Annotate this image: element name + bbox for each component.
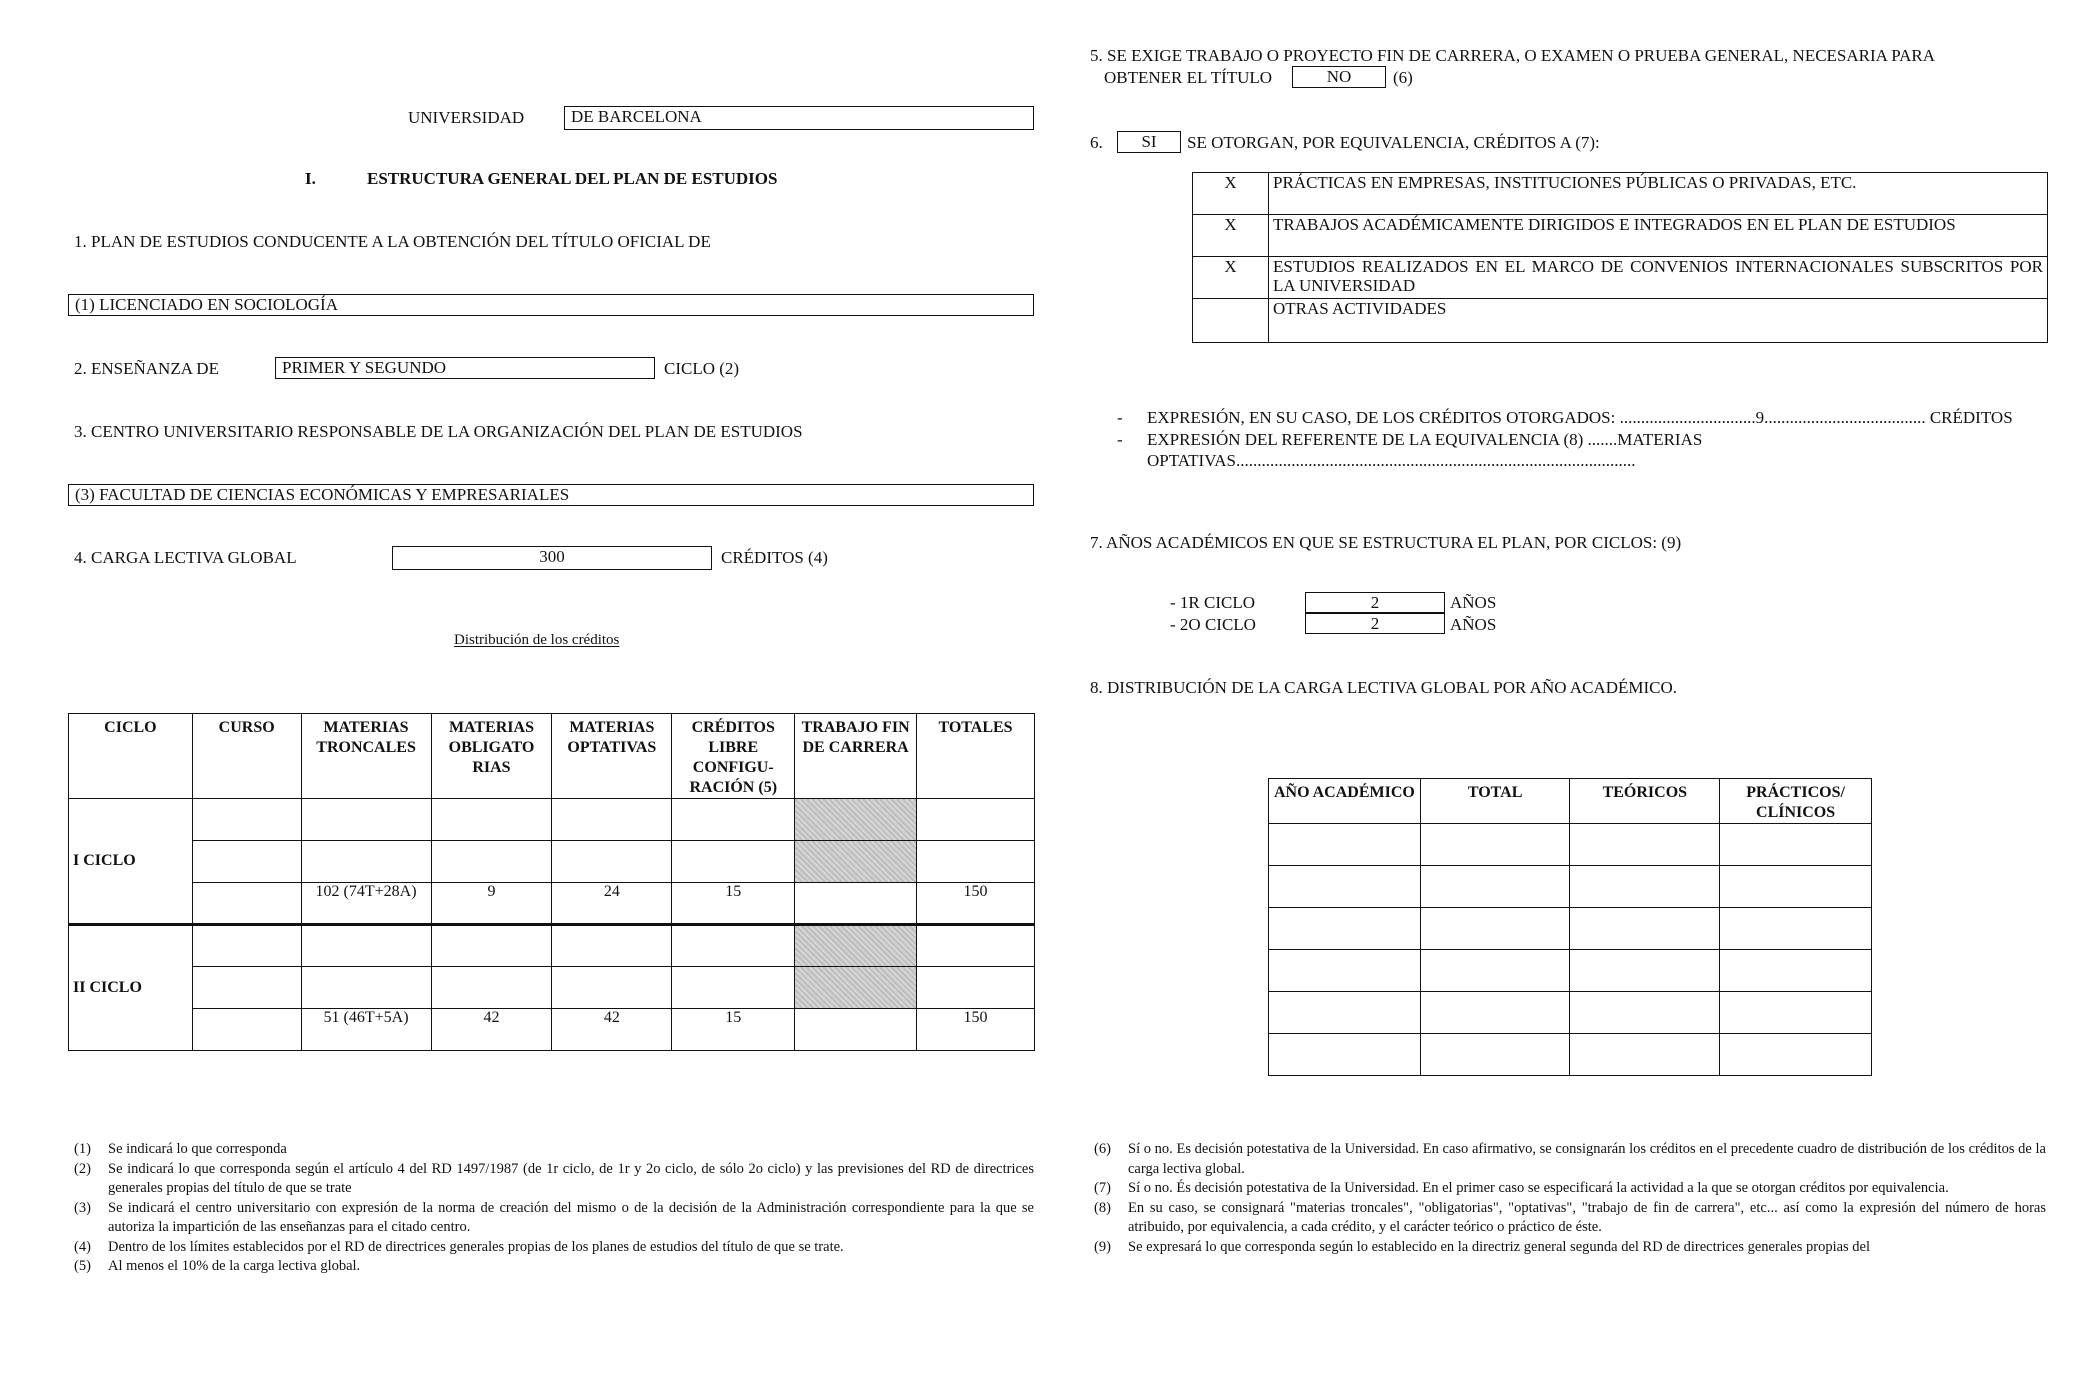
item2-suffix: CICLO (2) bbox=[664, 359, 740, 378]
table-row bbox=[1269, 1034, 1872, 1076]
cell-value: 150 bbox=[917, 883, 1035, 925]
degree-field: (1) LICENCIADO EN SOCIOLOGÍA bbox=[68, 294, 1034, 316]
shaded-cell bbox=[795, 967, 917, 1009]
table-row bbox=[1269, 950, 1872, 992]
footnote bbox=[1094, 1179, 2046, 1199]
footnote bbox=[74, 1199, 1034, 1238]
item6-label: SE OTORGAN, POR EQUIVALENCIA, CRÉDITOS A (7): bbox=[1187, 133, 1600, 152]
footnote-text: Se indicará el centro universitario con expresión de la norma de creación del mismo o de la decisión de la Administración correspondiente para la que se autoriza la impartición de las enseñanzas para el citado centro. bbox=[108, 1199, 1034, 1235]
check-mark bbox=[1193, 299, 1269, 343]
equivalence-table bbox=[1192, 172, 2048, 343]
item7-label: 7. AÑOS ACADÉMICOS EN QUE SE ESTRUCTURA EL PLAN, POR CICLOS: (9) bbox=[1090, 533, 1682, 552]
header-libre-configuracion: CRÉDITOS LIBRE CONFIGU- RACIÓN (5) bbox=[672, 714, 795, 799]
cycle-field: PRIMER Y SEGUNDO bbox=[275, 357, 655, 379]
faculty-field: (3) FACULTAD DE CIENCIAS ECONÓMICAS Y EMPRESARIALES bbox=[68, 484, 1034, 506]
footnote-text: Al menos el 10% de la carga lectiva global. bbox=[108, 1258, 361, 1274]
check-mark: X bbox=[1193, 173, 1269, 215]
cycle1-years-field: 2 bbox=[1305, 592, 1445, 613]
distribution-title-text: Distribución de los créditos bbox=[454, 632, 620, 648]
table-row bbox=[1193, 173, 2048, 215]
footnote bbox=[1094, 1140, 2046, 1179]
credits-expression: EXPRESIÓN, EN SU CASO, DE LOS CRÉDITOS OTORGADOS: ................................9...................................... CRÉDITOS bbox=[1147, 408, 2013, 427]
footnote-num: (3) bbox=[74, 1199, 91, 1216]
item3-label: 3. CENTRO UNIVERSITARIO RESPONSABLE DE LA ORGANIZACIÓN DEL PLAN DE ESTUDIOS bbox=[74, 422, 803, 441]
shaded-cell bbox=[795, 799, 917, 841]
cycle2-years-field: 2 bbox=[1305, 613, 1445, 634]
table-row bbox=[1193, 215, 2048, 257]
item5-line1: 5. SE EXIGE TRABAJO O PROYECTO FIN DE CARRERA, O EXAMEN O PRUEBA GENERAL, NECESARIA PARA bbox=[1090, 46, 1936, 65]
table-row bbox=[69, 967, 1035, 1009]
header-ano-academico: AÑO ACADÉMICO bbox=[1269, 779, 1421, 824]
footnote-num: (5) bbox=[74, 1258, 91, 1274]
table-row bbox=[1193, 299, 2048, 343]
section-title: ESTRUCTURA GENERAL DEL PLAN DE ESTUDIOS bbox=[367, 169, 778, 188]
equivalence-item: PRÁCTICAS EN EMPRESAS, INSTITUCIONES PÚBLICAS O PRIVADAS, ETC. bbox=[1269, 173, 2048, 215]
dash: - bbox=[1117, 408, 1123, 427]
equivalence-field: SI bbox=[1117, 131, 1181, 153]
footnote-num: (2) bbox=[74, 1160, 91, 1177]
footnote-num: (1) bbox=[74, 1141, 91, 1157]
equivalence-item: ESTUDIOS REALIZADOS EN EL MARCO DE CONVENIOS INTERNACIONALES SUBSCRITOS POR LA UNIVERSIDAD bbox=[1269, 257, 2048, 299]
header-ciclo: CICLO bbox=[69, 714, 193, 799]
item1-label: 1. PLAN DE ESTUDIOS CONDUCENTE A LA OBTENCIÓN DEL TÍTULO OFICIAL DE bbox=[74, 232, 711, 251]
cell-value: 102 (74T+28A) bbox=[301, 883, 431, 925]
header-trabajo-fin-carrera: TRABAJO FIN DE CARRERA bbox=[795, 714, 917, 799]
table-row bbox=[1269, 992, 1872, 1034]
cell-value: 42 bbox=[552, 1009, 672, 1051]
header-optativas: MATERIAS OPTATIVAS bbox=[552, 714, 672, 799]
cycle2-years-label: - 2O CICLO bbox=[1170, 615, 1256, 634]
table-row bbox=[1269, 866, 1872, 908]
credits-distribution-table bbox=[68, 713, 1035, 1051]
footnote-text: En su caso, se consignará "materias troncales", "obligatorias", "optativas", "trabajo de fin de carrera", etc... así como la expresión del número de horas atribuido, por equivalencia, a cada crédito, y el carácter teórico o práctico de éste. bbox=[1128, 1199, 2046, 1235]
cell-value: 24 bbox=[552, 883, 672, 925]
section-number: I. bbox=[305, 169, 316, 188]
footnote-text: Se indicará lo que corresponda según el artículo 4 del RD 1497/1987 (de 1r ciclo, de 1r y 2o ciclo, de sólo 2o ciclo) y las previsiones del RD de directrices generales propias del título de que se trate bbox=[108, 1160, 1034, 1196]
footnote bbox=[1094, 1199, 2046, 1238]
item2-label: 2. ENSEÑANZA DE bbox=[74, 359, 219, 378]
table-row bbox=[1193, 257, 2048, 299]
header-troncales: MATERIAS TRONCALES bbox=[301, 714, 431, 799]
credits-field: 300 bbox=[392, 546, 712, 570]
cycle1-label: I CICLO bbox=[69, 799, 193, 925]
distribution-title bbox=[454, 632, 619, 649]
header-practicos: PRÁCTICOS/ CLÍNICOS bbox=[1720, 779, 1872, 824]
item4-suffix: CRÉDITOS (4) bbox=[721, 548, 828, 567]
dash: - bbox=[1117, 430, 1123, 449]
header-teoricos: TEÓRICOS bbox=[1570, 779, 1720, 824]
cell-value bbox=[795, 883, 917, 925]
item6-prefix: 6. bbox=[1090, 133, 1103, 152]
footnote bbox=[74, 1257, 1034, 1277]
footnote-text: Se expresará lo que corresponda según lo establecido en la directriz general segunda del RD de directrices generales propias del bbox=[1128, 1238, 1871, 1255]
table-row bbox=[69, 799, 1035, 841]
table-row bbox=[69, 841, 1035, 883]
table-row bbox=[69, 1009, 1035, 1051]
left-footnotes bbox=[74, 1140, 1034, 1277]
equivalence-item: OTRAS ACTIVIDADES bbox=[1269, 299, 2048, 343]
header-totales: TOTALES bbox=[917, 714, 1035, 799]
equivalence-reference-cont: OPTATIVAS.............................................................................................. bbox=[1147, 451, 1636, 470]
table-row bbox=[1269, 824, 1872, 866]
academic-year-table bbox=[1268, 778, 1872, 1076]
equivalence-reference: EXPRESIÓN DEL REFERENTE DE LA EQUIVALENCIA (8) .......MATERIAS bbox=[1147, 430, 1703, 449]
header-obligatorias: MATERIAS OBLIGATO RIAS bbox=[431, 714, 552, 799]
cell-value: 42 bbox=[431, 1009, 552, 1051]
shaded-cell bbox=[795, 925, 917, 967]
cycle1-years-label: - 1R CICLO bbox=[1170, 593, 1255, 612]
footnote-num: (6) bbox=[1094, 1141, 1111, 1157]
cell-value: 15 bbox=[672, 883, 795, 925]
footnote-num: (4) bbox=[74, 1238, 91, 1255]
cell-value: 51 (46T+5A) bbox=[301, 1009, 431, 1051]
item4-label: 4. CARGA LECTIVA GLOBAL bbox=[74, 548, 297, 567]
cell-value: 150 bbox=[917, 1009, 1035, 1051]
university-field: DE BARCELONA bbox=[564, 106, 1034, 130]
footnote-num: (9) bbox=[1094, 1238, 1111, 1255]
years-unit: AÑOS bbox=[1450, 593, 1497, 612]
table-row bbox=[69, 925, 1035, 967]
footnote-text: Se indicará lo que corresponda bbox=[108, 1141, 287, 1157]
header-curso: CURSO bbox=[192, 714, 301, 799]
cell-value: 9 bbox=[431, 883, 552, 925]
table-row bbox=[69, 883, 1035, 925]
footnote-num: (7) bbox=[1094, 1180, 1111, 1196]
right-footnotes bbox=[1094, 1140, 2046, 1257]
footnote bbox=[74, 1238, 1034, 1258]
footnote-text: Dentro de los límites establecidos por el RD de directrices generales propias de los planes de estudios del título de que se trate. bbox=[108, 1238, 844, 1255]
item8-label: 8. DISTRIBUCIÓN DE LA CARGA LECTIVA GLOBAL POR AÑO ACADÉMICO. bbox=[1090, 678, 1678, 697]
shaded-cell bbox=[795, 841, 917, 883]
cycle2-label: II CICLO bbox=[69, 925, 193, 1051]
table-row bbox=[1269, 908, 1872, 950]
cell-value: 15 bbox=[672, 1009, 795, 1051]
check-mark: X bbox=[1193, 257, 1269, 299]
check-mark: X bbox=[1193, 215, 1269, 257]
years-unit: AÑOS bbox=[1450, 615, 1497, 634]
cell-value bbox=[795, 1009, 917, 1051]
item5-suffix: (6) bbox=[1393, 68, 1413, 87]
footnote-text: Sí o no. Es decisión potestativa de la Universidad. En caso afirmativo, se consignarán los créditos en el precedente cuadro de distribución de los créditos de la carga lectiva global. bbox=[1128, 1141, 2046, 1177]
footnote bbox=[74, 1160, 1034, 1199]
final-project-field: NO bbox=[1292, 66, 1386, 88]
footnote bbox=[1094, 1238, 2046, 1258]
footnote bbox=[74, 1140, 1034, 1160]
equivalence-item: TRABAJOS ACADÉMICAMENTE DIRIGIDOS E INTEGRADOS EN EL PLAN DE ESTUDIOS bbox=[1269, 215, 2048, 257]
university-label: UNIVERSIDAD bbox=[408, 108, 525, 127]
header-total: TOTAL bbox=[1420, 779, 1570, 824]
footnote-text: Sí o no. És decisión potestativa de la Universidad. En el primer caso se especificará la actividad a la que se otorgan créditos por equivalencia. bbox=[1128, 1180, 1949, 1196]
item5-line2: OBTENER EL TÍTULO bbox=[1104, 68, 1273, 87]
footnote-num: (8) bbox=[1094, 1199, 1111, 1216]
